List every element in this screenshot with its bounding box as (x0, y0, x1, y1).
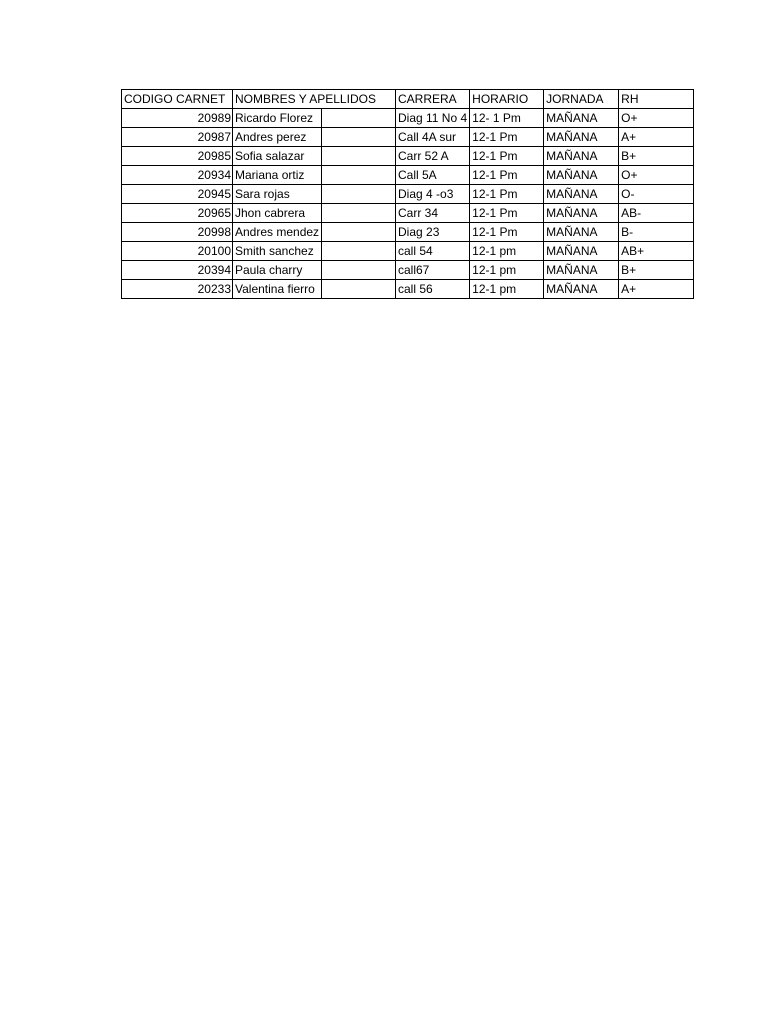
cell-empty (322, 109, 396, 128)
cell-codigo: 20394 (122, 261, 233, 280)
cell-nombre: Sara rojas (233, 185, 322, 204)
cell-rh: B+ (619, 147, 694, 166)
cell-empty (322, 147, 396, 166)
cell-carrera: Carr 52 A (396, 147, 470, 166)
table-row (122, 185, 694, 204)
cell-rh: A+ (619, 280, 694, 299)
cell-horario: 12-1 Pm (470, 223, 544, 242)
cell-nombre: Valentina fierro (233, 280, 322, 299)
cell-codigo: 20987 (122, 128, 233, 147)
cell-empty (322, 242, 396, 261)
cell-empty (322, 261, 396, 280)
cell-rh: A+ (619, 128, 694, 147)
cell-empty (322, 128, 396, 147)
cell-codigo: 20233 (122, 280, 233, 299)
cell-nombre: Mariana ortiz (233, 166, 322, 185)
cell-codigo: 20945 (122, 185, 233, 204)
cell-horario: 12- 1 Pm (470, 109, 544, 128)
cell-empty (322, 280, 396, 299)
cell-jornada: MAÑANA (544, 223, 619, 242)
header-carrera: CARRERA (396, 90, 470, 109)
table-row (122, 280, 694, 299)
cell-jornada: MAÑANA (544, 242, 619, 261)
cell-jornada: MAÑANA (544, 166, 619, 185)
cell-codigo: 20989 (122, 109, 233, 128)
cell-horario: 12-1 pm (470, 280, 544, 299)
student-table (121, 89, 694, 299)
cell-horario: 12-1 Pm (470, 204, 544, 223)
cell-carrera: call67 (396, 261, 470, 280)
cell-jornada: MAÑANA (544, 280, 619, 299)
cell-carrera: Diag 23 (396, 223, 470, 242)
cell-rh: AB- (619, 204, 694, 223)
cell-nombre: Andres perez (233, 128, 322, 147)
cell-carrera: Carr 34 (396, 204, 470, 223)
cell-nombre: Paula charry (233, 261, 322, 280)
cell-jornada: MAÑANA (544, 204, 619, 223)
cell-carrera: Diag 11 No 4 (396, 109, 470, 128)
cell-rh: O- (619, 185, 694, 204)
table-row (122, 223, 694, 242)
cell-empty (322, 223, 396, 242)
cell-carrera: call 56 (396, 280, 470, 299)
cell-jornada: MAÑANA (544, 128, 619, 147)
cell-codigo: 20985 (122, 147, 233, 166)
table-row (122, 261, 694, 280)
cell-empty (322, 185, 396, 204)
cell-nombre: Andres mendez (233, 223, 322, 242)
cell-nombre: Sofia salazar (233, 147, 322, 166)
cell-rh: B- (619, 223, 694, 242)
cell-codigo: 20934 (122, 166, 233, 185)
cell-rh: B+ (619, 261, 694, 280)
cell-horario: 12-1 pm (470, 242, 544, 261)
cell-rh: O+ (619, 109, 694, 128)
table-row (122, 166, 694, 185)
cell-jornada: MAÑANA (544, 185, 619, 204)
cell-carrera: Diag 4 -o3 (396, 185, 470, 204)
header-row (122, 90, 694, 109)
cell-jornada: MAÑANA (544, 261, 619, 280)
cell-nombre: Ricardo Florez (233, 109, 322, 128)
cell-horario: 12-1 Pm (470, 128, 544, 147)
header-nombres-apellidos: NOMBRES Y APELLIDOS (233, 90, 396, 109)
cell-nombre: Jhon cabrera (233, 204, 322, 223)
cell-jornada: MAÑANA (544, 109, 619, 128)
cell-empty (322, 204, 396, 223)
table-row (122, 128, 694, 147)
header-rh: RH (619, 90, 694, 109)
cell-carrera: Call 5A (396, 166, 470, 185)
cell-horario: 12-1 pm (470, 261, 544, 280)
cell-horario: 12-1 Pm (470, 147, 544, 166)
cell-carrera: call 54 (396, 242, 470, 261)
cell-rh: AB+ (619, 242, 694, 261)
cell-empty (322, 166, 396, 185)
cell-jornada: MAÑANA (544, 147, 619, 166)
table-row (122, 147, 694, 166)
cell-codigo: 20100 (122, 242, 233, 261)
header-horario: HORARIO (470, 90, 544, 109)
header-jornada: JORNADA (544, 90, 619, 109)
cell-codigo: 20998 (122, 223, 233, 242)
table-row (122, 109, 694, 128)
cell-horario: 12-1 Pm (470, 185, 544, 204)
table-row (122, 204, 694, 223)
cell-rh: O+ (619, 166, 694, 185)
cell-nombre: Smith sanchez (233, 242, 322, 261)
cell-carrera: Call 4A sur (396, 128, 470, 147)
table-row (122, 242, 694, 261)
cell-horario: 12-1 Pm (470, 166, 544, 185)
cell-codigo: 20965 (122, 204, 233, 223)
header-codigo-carnet: CODIGO CARNET (122, 90, 233, 109)
